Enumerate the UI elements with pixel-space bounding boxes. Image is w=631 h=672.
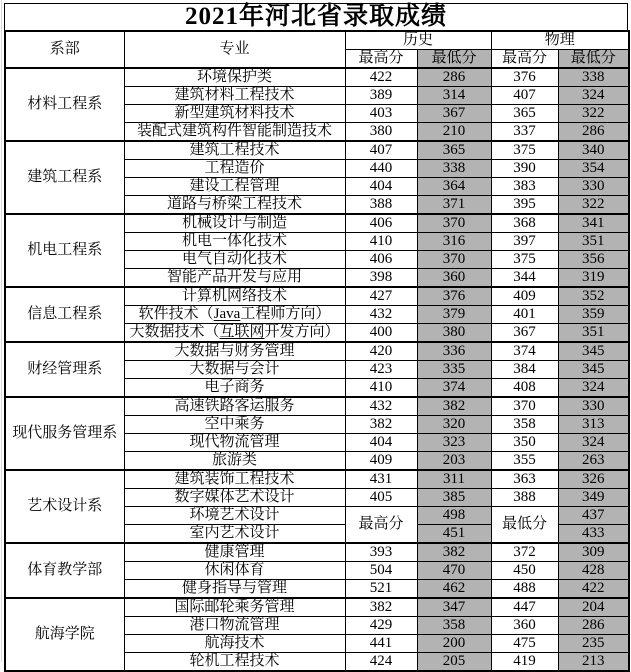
major-cell: 新型建筑材料技术 xyxy=(124,105,345,123)
major-cell: 休闲体育 xyxy=(124,562,345,580)
score-cell: 204 xyxy=(558,598,629,617)
department-cell: 现代服务管理系 xyxy=(5,397,124,470)
table-row xyxy=(5,543,629,562)
score-cell: 213 xyxy=(558,653,629,672)
score-cell: 406 xyxy=(345,214,417,233)
score-cell: 286 xyxy=(558,617,629,635)
score-cell: 382 xyxy=(417,543,491,562)
score-cell: 336 xyxy=(417,342,491,361)
table-row xyxy=(5,287,629,306)
score-cell: 340 xyxy=(558,141,629,160)
score-cell: 437 xyxy=(558,507,629,525)
score-cell: 314 xyxy=(417,87,491,105)
score-cell: 330 xyxy=(558,178,629,196)
score-cell: 423 xyxy=(345,361,417,379)
major-cell: 工程造价 xyxy=(124,160,345,178)
major-cell: 国际邮轮乘务管理 xyxy=(124,598,345,617)
score-cell: 409 xyxy=(491,287,558,306)
score-cell: 200 xyxy=(417,635,491,653)
table-row xyxy=(5,397,629,416)
department-cell: 信息工程系 xyxy=(5,287,124,342)
score-cell: 375 xyxy=(491,141,558,160)
score-cell: 360 xyxy=(417,269,491,288)
merged-label-cell: 最高分 xyxy=(345,507,417,544)
score-cell: 410 xyxy=(345,233,417,251)
score-cell: 379 xyxy=(417,306,491,324)
score-cell: 352 xyxy=(558,287,629,306)
score-cell: 498 xyxy=(417,507,491,525)
major-cell: 健身指导与管理 xyxy=(124,580,345,599)
score-cell: 370 xyxy=(417,251,491,269)
score-cell: 319 xyxy=(558,269,629,288)
major-cell: 建筑材料工程技术 xyxy=(124,87,345,105)
score-cell: 504 xyxy=(345,562,417,580)
score-cell: 368 xyxy=(491,214,558,233)
score-cell: 367 xyxy=(417,105,491,123)
score-cell: 447 xyxy=(491,598,558,617)
score-cell: 380 xyxy=(345,123,417,142)
score-cell: 422 xyxy=(345,68,417,87)
score-cell: 367 xyxy=(491,324,558,343)
major-cell: 环境艺术设计 xyxy=(124,507,345,525)
score-cell: 432 xyxy=(345,306,417,324)
score-cell: 235 xyxy=(558,635,629,653)
score-cell: 388 xyxy=(345,196,417,215)
header-history-min: 最低分 xyxy=(417,50,491,69)
score-cell: 397 xyxy=(491,233,558,251)
score-cell: 407 xyxy=(491,87,558,105)
major-cell: 道路与桥梁工程技术 xyxy=(124,196,345,215)
score-cell: 323 xyxy=(417,434,491,452)
score-cell: 409 xyxy=(345,452,417,471)
score-cell: 403 xyxy=(345,105,417,123)
table-header xyxy=(5,31,629,68)
score-cell: 441 xyxy=(345,635,417,653)
major-cell: 建设工程管理 xyxy=(124,178,345,196)
score-cell: 338 xyxy=(417,160,491,178)
score-cell: 324 xyxy=(558,379,629,398)
major-cell: 计算机网络技术 xyxy=(124,287,345,306)
score-cell: 374 xyxy=(417,379,491,398)
department-cell: 体育教学部 xyxy=(5,543,124,598)
score-cell: 341 xyxy=(558,214,629,233)
score-cell: 404 xyxy=(345,434,417,452)
department-cell: 航海学院 xyxy=(5,598,124,671)
score-cell: 365 xyxy=(491,105,558,123)
major-cell: 智能产品开发与应用 xyxy=(124,269,345,288)
major-cell: 航海技术 xyxy=(124,635,345,653)
major-cell: 空中乘务 xyxy=(124,416,345,434)
score-cell: 470 xyxy=(417,562,491,580)
score-cell: 451 xyxy=(417,525,491,544)
major-cell: 港口物流管理 xyxy=(124,617,345,635)
department-cell: 材料工程系 xyxy=(5,68,124,141)
major-cell: 大数据与会计 xyxy=(124,361,345,379)
score-cell: 432 xyxy=(345,397,417,416)
scores-table xyxy=(4,30,630,672)
major-cell: 建筑工程技术 xyxy=(124,141,345,160)
score-cell: 475 xyxy=(491,635,558,653)
score-cell: 351 xyxy=(558,233,629,251)
score-cell: 433 xyxy=(558,525,629,544)
score-cell: 407 xyxy=(345,141,417,160)
major-cell: 电子商务 xyxy=(124,379,345,398)
score-cell: 521 xyxy=(345,580,417,599)
department-cell: 财经管理系 xyxy=(5,342,124,397)
header-history-max: 最高分 xyxy=(345,50,417,69)
score-cell: 344 xyxy=(491,269,558,288)
score-cell: 371 xyxy=(417,196,491,215)
score-cell: 408 xyxy=(491,379,558,398)
header-major: 专业 xyxy=(124,31,345,68)
score-cell: 338 xyxy=(558,68,629,87)
score-cell: 370 xyxy=(491,397,558,416)
header-department: 系部 xyxy=(5,31,124,68)
score-cell: 382 xyxy=(417,397,491,416)
score-cell: 450 xyxy=(491,562,558,580)
score-cell: 370 xyxy=(417,214,491,233)
table-row xyxy=(5,141,629,160)
table-row xyxy=(5,68,629,87)
score-cell: 345 xyxy=(558,342,629,361)
score-cell: 374 xyxy=(491,342,558,361)
score-cell: 316 xyxy=(417,233,491,251)
score-cell: 385 xyxy=(417,489,491,507)
score-cell: 337 xyxy=(491,123,558,142)
major-cell: 大数据与财务管理 xyxy=(124,342,345,361)
score-cell: 347 xyxy=(417,598,491,617)
score-cell: 350 xyxy=(491,434,558,452)
score-cell: 429 xyxy=(345,617,417,635)
score-cell: 355 xyxy=(491,452,558,471)
score-cell: 372 xyxy=(491,543,558,562)
score-cell: 410 xyxy=(345,379,417,398)
score-cell: 322 xyxy=(558,196,629,215)
page xyxy=(4,3,628,672)
page-title: 2021年河北省录取成绩 xyxy=(4,3,628,30)
header-physics: 物理 xyxy=(491,31,629,50)
score-cell: 375 xyxy=(491,251,558,269)
score-cell: 382 xyxy=(345,598,417,617)
header-physics-min: 最低分 xyxy=(558,50,629,69)
score-cell: 335 xyxy=(417,361,491,379)
score-cell: 431 xyxy=(345,470,417,489)
score-cell: 358 xyxy=(491,416,558,434)
score-cell: 388 xyxy=(491,489,558,507)
score-cell: 356 xyxy=(558,251,629,269)
score-cell: 263 xyxy=(558,452,629,471)
header-history: 历史 xyxy=(345,31,491,50)
score-cell: 326 xyxy=(558,470,629,489)
major-cell: 高速铁路客运服务 xyxy=(124,397,345,416)
score-cell: 205 xyxy=(417,653,491,672)
score-cell: 286 xyxy=(417,68,491,87)
score-cell: 488 xyxy=(491,580,558,599)
table-row xyxy=(5,214,629,233)
score-cell: 309 xyxy=(558,543,629,562)
score-cell: 389 xyxy=(345,87,417,105)
score-cell: 419 xyxy=(491,653,558,672)
score-cell: 286 xyxy=(558,123,629,142)
score-cell: 324 xyxy=(558,87,629,105)
major-cell: 室内艺术设计 xyxy=(124,525,345,544)
score-cell: 359 xyxy=(558,306,629,324)
department-cell: 建筑工程系 xyxy=(5,141,124,214)
score-cell: 382 xyxy=(345,416,417,434)
score-cell: 354 xyxy=(558,160,629,178)
score-cell: 440 xyxy=(345,160,417,178)
score-cell: 322 xyxy=(558,105,629,123)
score-cell: 351 xyxy=(558,324,629,343)
score-cell: 383 xyxy=(491,178,558,196)
score-cell: 428 xyxy=(558,562,629,580)
major-cell: 数字媒体艺术设计 xyxy=(124,489,345,507)
major-cell: 装配式建筑构件智能制造技术 xyxy=(124,123,345,142)
score-cell: 320 xyxy=(417,416,491,434)
department-cell: 艺术设计系 xyxy=(5,470,124,543)
header-physics-max: 最高分 xyxy=(491,50,558,69)
score-cell: 330 xyxy=(558,397,629,416)
score-cell: 324 xyxy=(558,434,629,452)
table-body xyxy=(5,68,629,671)
table-row xyxy=(5,598,629,617)
major-cell: 建筑装饰工程技术 xyxy=(124,470,345,489)
score-cell: 203 xyxy=(417,452,491,471)
merged-label-cell: 最低分 xyxy=(491,507,558,544)
department-cell: 机电工程系 xyxy=(5,214,124,287)
score-cell: 365 xyxy=(417,141,491,160)
score-cell: 390 xyxy=(491,160,558,178)
score-cell: 398 xyxy=(345,269,417,288)
major-cell: 环境保护类 xyxy=(124,68,345,87)
major-cell: 电气自动化技术 xyxy=(124,251,345,269)
score-cell: 395 xyxy=(491,196,558,215)
score-cell: 384 xyxy=(491,361,558,379)
table-row xyxy=(5,342,629,361)
score-cell: 393 xyxy=(345,543,417,562)
score-cell: 401 xyxy=(491,306,558,324)
score-cell: 404 xyxy=(345,178,417,196)
score-cell: 345 xyxy=(558,361,629,379)
major-cell: 健康管理 xyxy=(124,543,345,562)
table-row xyxy=(5,470,629,489)
score-cell: 358 xyxy=(417,617,491,635)
score-cell: 405 xyxy=(345,489,417,507)
score-cell: 420 xyxy=(345,342,417,361)
major-cell: 旅游类 xyxy=(124,452,345,471)
header-row-top xyxy=(5,31,629,50)
major-cell: 大数据技术（互联网开发方向） xyxy=(124,324,345,343)
score-cell: 422 xyxy=(558,580,629,599)
score-cell: 380 xyxy=(417,324,491,343)
score-cell: 406 xyxy=(345,251,417,269)
major-cell: 软件技术（Java工程师方向） xyxy=(124,306,345,324)
score-cell: 313 xyxy=(558,416,629,434)
score-cell: 364 xyxy=(417,178,491,196)
score-cell: 462 xyxy=(417,580,491,599)
major-cell: 轮机工程技术 xyxy=(124,653,345,672)
score-cell: 427 xyxy=(345,287,417,306)
score-cell: 376 xyxy=(417,287,491,306)
major-cell: 机电一体化技术 xyxy=(124,233,345,251)
score-cell: 376 xyxy=(491,68,558,87)
score-cell: 360 xyxy=(491,617,558,635)
major-cell: 现代物流管理 xyxy=(124,434,345,452)
score-cell: 349 xyxy=(558,489,629,507)
score-cell: 210 xyxy=(417,123,491,142)
score-cell: 400 xyxy=(345,324,417,343)
score-cell: 424 xyxy=(345,653,417,672)
major-cell: 机械设计与制造 xyxy=(124,214,345,233)
score-cell: 363 xyxy=(491,470,558,489)
score-cell: 311 xyxy=(417,470,491,489)
